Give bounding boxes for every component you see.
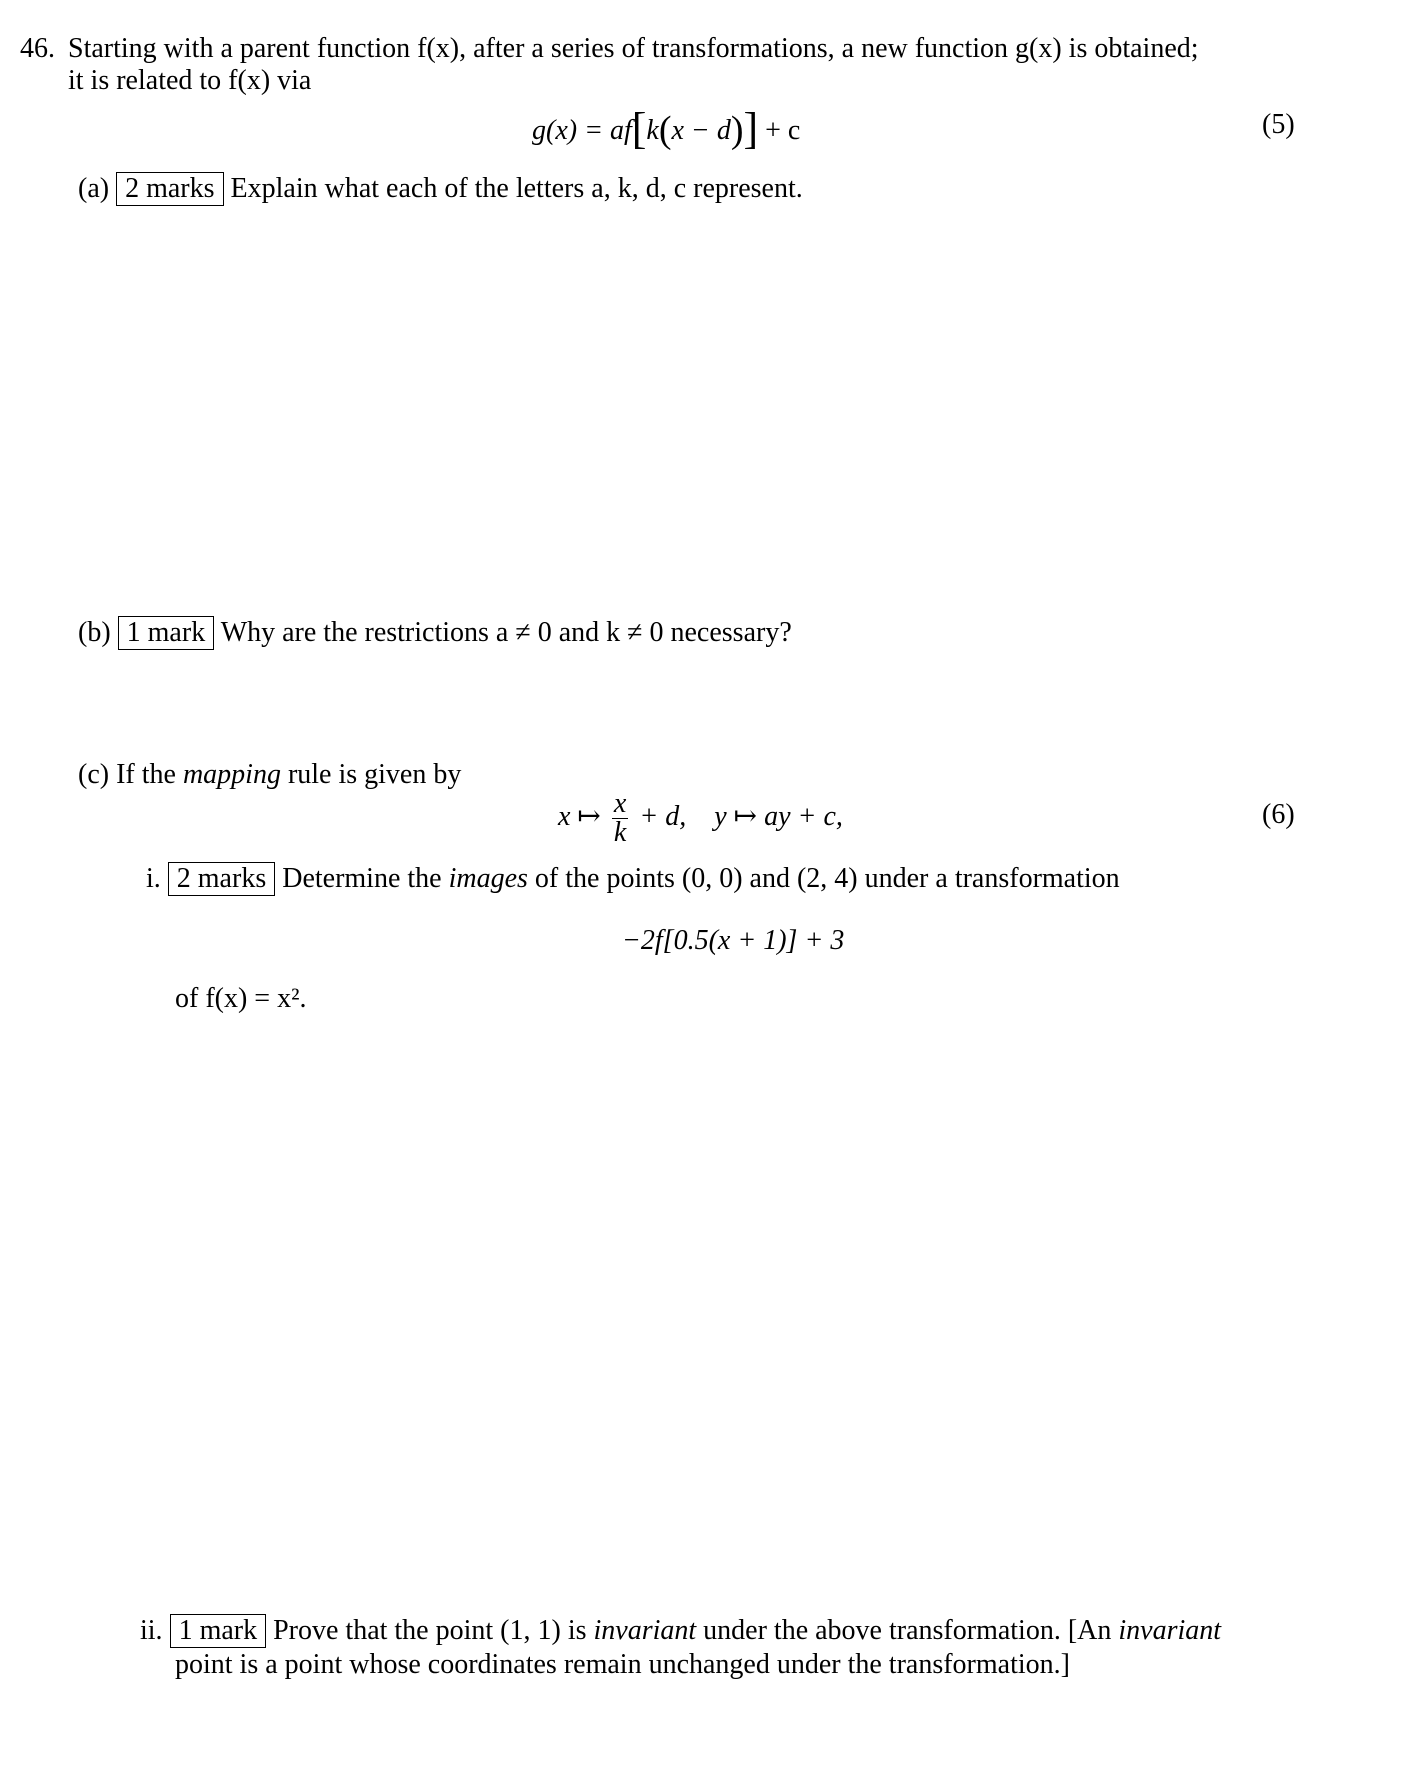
sub-ii-line1-italic2: invariant [1118,1615,1222,1646]
mapping-fraction [612,790,628,847]
part-c-intro [78,758,461,792]
mapping-y: y ↦ ay + c, [714,800,843,832]
mapping-rule [558,790,843,847]
sub-ii-line1-prefix: Prove that the point (1, 1) is [273,1615,587,1646]
part-a-text: Explain what each of the letters a, k, d, c represent. [230,173,803,204]
sub-i-text-suffix: of the points (0, 0) and (2, 4) under a transformation [534,863,1120,894]
question-number: 46. [20,33,55,64]
part-c-intro-prefix: If the [116,759,176,790]
part-b [78,616,792,650]
part-c-intro-suffix: rule is given by [287,759,462,790]
sub-ii-marks-box: 1 mark [170,1614,267,1648]
mapping-fraction-denominator: k [613,817,627,848]
part-b-text: Why are the restrictions a ≠ 0 and k ≠ 0 necessary? [220,617,792,648]
sub-ii-line2: point is a point whose coordinates remain unchanged under the transformation.] [175,1649,1070,1680]
sub-ii-line1 [140,1614,1221,1648]
equation-inner: x − d [671,115,731,146]
part-c-intro-italic: mapping [182,759,281,790]
part-a-marks-box: 2 marks [116,172,223,206]
equation-tail: + c [765,115,801,146]
sub-i-text-prefix: Determine the [282,863,442,894]
equation-number-6: (6) [1262,799,1295,830]
sub-i-marks-box: 2 marks [168,862,275,896]
sub-ii-label: ii. [140,1615,163,1646]
question-intro-line1: Starting with a parent function f(x), after a series of transformations, a new function g(x) is obtained; [68,33,1199,64]
mapping-x-rhs: + d, [639,800,687,832]
question-intro-line2: it is related to f(x) via [68,65,312,96]
sub-i-text-italic: images [448,863,528,894]
equation-number-5: (5) [1262,109,1295,140]
sub-i-of-text: of f(x) = x². [175,983,307,1014]
equation-g: g(x) = af[k(x − d)] + c [532,104,801,153]
part-c-label: (c) [78,759,110,790]
part-b-label: (b) [78,617,111,648]
part-a [78,172,803,206]
sub-i-label: i. [146,863,161,894]
sub-ii-line1-italic1: invariant [593,1615,697,1646]
sub-i-transformation: −2f[0.5(x + 1)] + 3 [622,925,845,956]
part-a-label: (a) [78,173,110,204]
sub-ii-line1-middle: under the above transformation. [An [703,1615,1112,1646]
equation-lhs: g(x) = af [532,115,632,146]
mapping-x-lhs: x ↦ [558,800,601,832]
mapping-fraction-numerator: x [613,788,627,819]
equation-k: k [646,115,659,146]
part-b-marks-box: 1 mark [118,616,215,650]
sub-i [146,862,1120,896]
